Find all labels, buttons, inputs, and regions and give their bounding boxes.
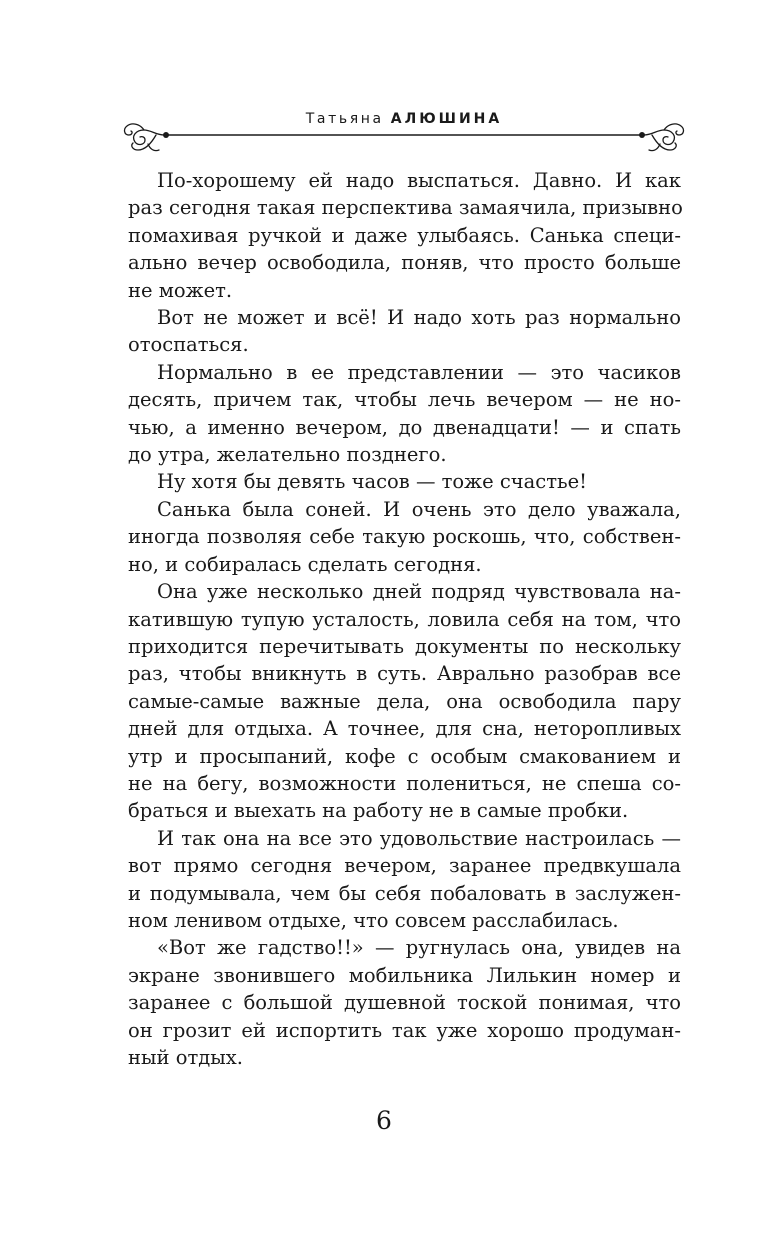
text-line: Ну хотя бы девять часов — тоже счастье!: [157, 470, 587, 494]
text-line: экране звонившего мобильника Лилькин номер и: [128, 963, 681, 987]
text-line: ном ленивом отдыхе, что совсем расслабилась.: [128, 908, 619, 932]
text-line: не на бегу, возможности полениться, не спеша со-: [128, 771, 681, 795]
text-line: приходится перечитывать документы по нескольку: [128, 634, 681, 658]
text-line: И так она на все это удовольствие настроилась —: [157, 826, 681, 850]
text-line: чью, а именно вечером, до двенадцати! — и спать: [128, 415, 681, 439]
text-line: Вот не может и всё! И надо хоть раз нормально: [157, 306, 681, 330]
page-number: 6: [376, 1106, 392, 1135]
text-line: самые-самые важные дела, она освободила пару: [128, 689, 681, 713]
text-line: он грозит ей испортить так уже хорошо продуман-: [128, 1018, 681, 1042]
text-line: до утра, желательно позднего.: [128, 443, 447, 467]
paragraph: [128, 825, 681, 935]
paragraph: [128, 496, 681, 578]
paragraph: [128, 304, 681, 359]
text-line: отоспаться.: [128, 333, 249, 357]
paragraph: [128, 359, 681, 469]
paragraph: [128, 167, 681, 304]
text-line: Санька была соней. И очень это дело уважала,: [157, 497, 681, 521]
author-name: [118, 111, 690, 127]
text-line: но, и собиралась сделать сегодня.: [128, 552, 482, 576]
paragraph: [128, 468, 681, 495]
text-line: Она уже несколько дней подряд чувствовала на-: [157, 580, 681, 604]
text-line: По-хорошему ей надо выспаться. Давно. И как: [157, 169, 681, 192]
text-line: браться и выехать на работу не в самые пробки.: [128, 799, 629, 823]
text-line: заранее с большой душевной тоской понимая, что: [128, 991, 681, 1015]
text-line: дней для отдыха. А точнее, для сна, неторопливых: [128, 717, 681, 741]
text-line: и подумывала, чем бы себя побаловать в заслужен-: [128, 881, 681, 905]
body-text: [128, 167, 681, 1071]
text-line: Нормально в ее представлении — это часиков: [157, 360, 681, 384]
text-line: катившую тупую усталость, ловила себя на том, что: [128, 607, 681, 631]
text-line: раз, чтобы вникнуть в суть. Аврально разобрав все: [128, 662, 681, 686]
author-last-name: АЛЮШИНА: [390, 111, 503, 127]
running-header: [118, 106, 690, 162]
text-line: «Вот же гадство!!» — ругнулась она, увидев на: [157, 936, 681, 960]
text-line: помахивая ручкой и даже улыбаясь. Санька специ-: [128, 223, 681, 247]
text-line: раз сегодня такая перспектива замаячила, призывно: [128, 196, 683, 220]
text-line: не может.: [128, 278, 233, 302]
author-first-name: Татьяна: [305, 111, 384, 127]
text-line: ный отдых.: [128, 1046, 243, 1069]
text-line: иногда позволяя себе такую роскошь, что, собствен-: [128, 525, 681, 549]
text-line: утр и просыпаний, кофе с особым смакованием и: [128, 744, 681, 768]
paragraph: [128, 578, 681, 825]
text-line: ально вечер освободила, поняв, что просто больше: [128, 251, 681, 275]
text-line: вот прямо сегодня вечером, заранее предвкушала: [128, 854, 681, 878]
text-line: десять, причем так, чтобы лечь вечером — не но-: [128, 388, 681, 412]
paragraph: [128, 934, 681, 1071]
